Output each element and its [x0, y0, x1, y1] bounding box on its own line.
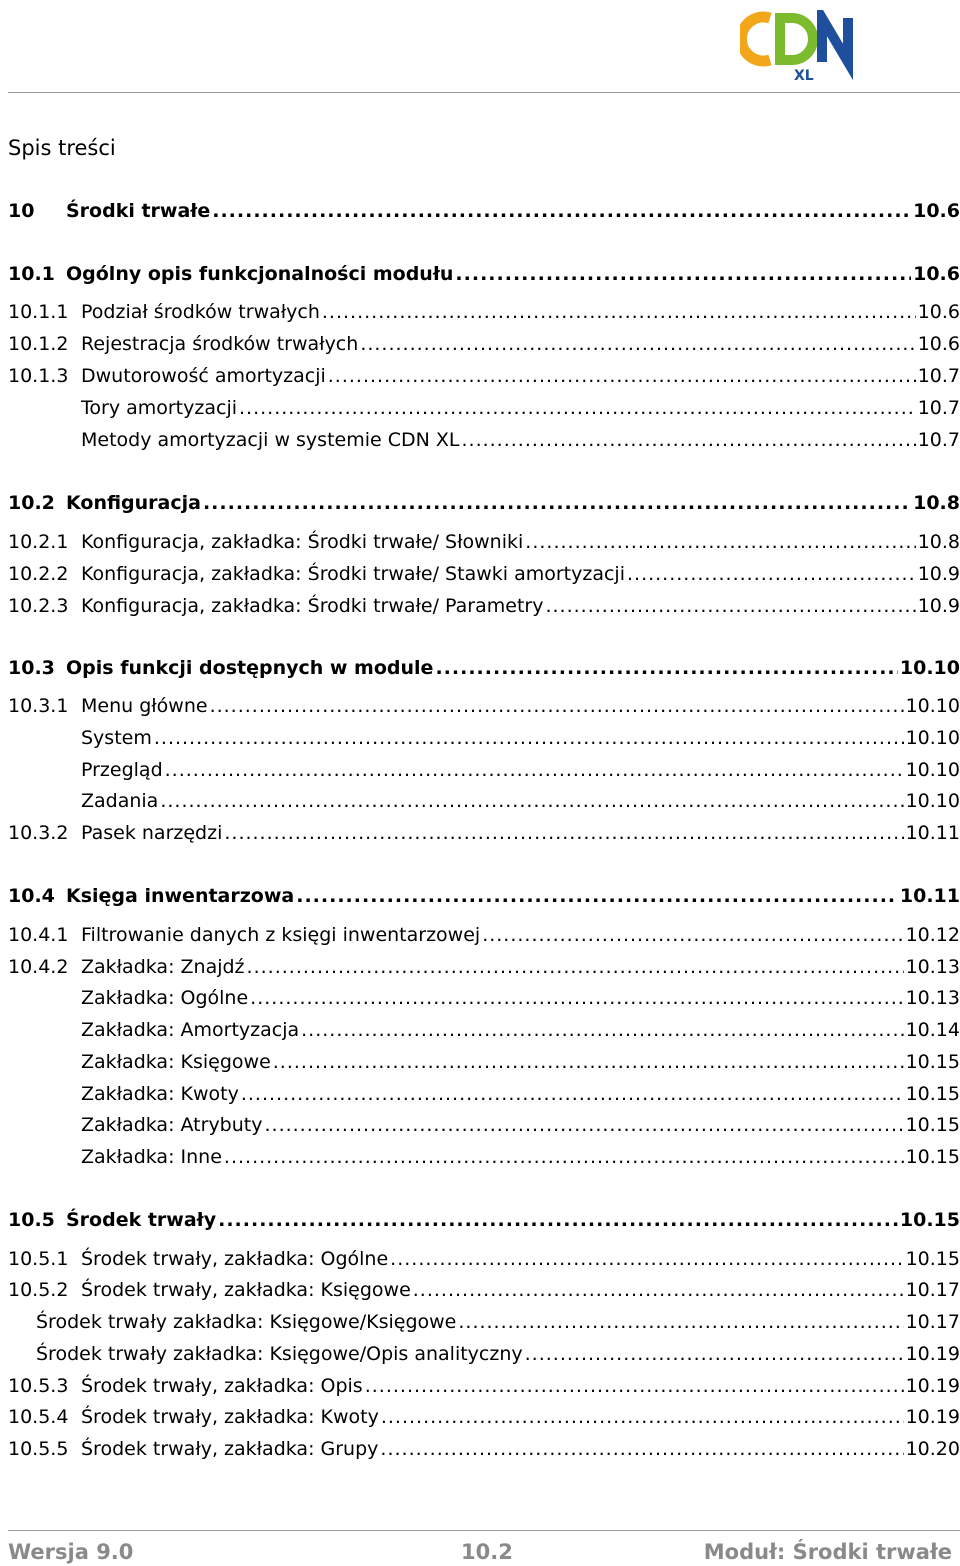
- toc-entry-number: 10: [8, 200, 35, 222]
- toc-entry-number: 10.1.1: [8, 301, 69, 323]
- toc-dot-leader: [273, 1047, 904, 1077]
- toc-dot-leader: [250, 983, 903, 1013]
- toc-entry-page: 10.6: [917, 333, 960, 355]
- toc-entry-label: Środek trwały, zakładka: Opis: [81, 1375, 363, 1397]
- toc-dot-leader: [322, 297, 916, 327]
- toc-entry-label: Zakładka: Kwoty: [81, 1083, 239, 1105]
- toc-entry-page: 10.10: [905, 759, 960, 781]
- toc-entry-number: 10.5: [8, 1209, 55, 1231]
- toc-entry-page: 10.12: [905, 924, 960, 946]
- toc-entry-label: Konfiguracja, zakładka: Środki trwałe/ Słowniki: [81, 531, 524, 553]
- toc-entry-label: Księga inwentarzowa: [66, 885, 295, 907]
- toc-entry-label: Środek trwały, zakładka: Grupy: [81, 1438, 379, 1460]
- toc-entry-label: Zakładka: Ogólne: [81, 987, 249, 1009]
- toc-dot-leader: [212, 196, 911, 226]
- toc-entry[interactable]: [8, 425, 960, 455]
- toc-dot-leader: [360, 329, 915, 359]
- toc-entry[interactable]: [8, 1402, 960, 1432]
- toc-dot-leader: [210, 691, 904, 721]
- toc-entry-page: 10.19: [905, 1375, 960, 1397]
- cdn-xl-logo: [740, 10, 865, 82]
- toc-dot-leader: [328, 361, 916, 391]
- toc-entry-page: 10.10: [899, 657, 960, 679]
- toc-entry-number: 10.2.1: [8, 531, 69, 553]
- toc-entry-label: Środek trwały zakładka: Księgowe/Księgowe: [36, 1311, 457, 1333]
- toc-entry[interactable]: [8, 361, 960, 391]
- toc-dot-leader: [381, 1402, 904, 1432]
- toc-entry[interactable]: [8, 1244, 960, 1274]
- toc-entry-label: Metody amortyzacji w systemie CDN XL: [81, 429, 460, 451]
- toc-entry-page: 10.7: [917, 365, 960, 387]
- toc-entry-label: Podział środków trwałych: [81, 301, 320, 323]
- toc-entry-label: Środek trwały: [66, 1209, 217, 1231]
- toc-entry[interactable]: [8, 393, 960, 423]
- toc-dot-leader: [365, 1371, 904, 1401]
- toc-entry-number: 10.3: [8, 657, 55, 679]
- toc-entry-label: Konfiguracja, zakładka: Środki trwałe/ Stawki amortyzacji: [81, 563, 625, 585]
- toc-entry[interactable]: [8, 1371, 960, 1401]
- toc-entry-label: Środek trwały, zakładka: Ogólne: [81, 1248, 389, 1270]
- toc-dot-leader: [627, 559, 916, 589]
- toc-entry-page: 10.9: [917, 595, 960, 617]
- toc-entry-label: Konfiguracja, zakładka: Środki trwałe/ Parametry: [81, 595, 544, 617]
- toc-section-entry[interactable]: [8, 1205, 960, 1235]
- toc-section-entry[interactable]: [8, 881, 960, 911]
- toc-entry-label: Pasek narzędzi: [81, 822, 223, 844]
- toc-entry-number: 10.1: [8, 263, 55, 285]
- toc-entry[interactable]: [8, 559, 960, 589]
- toc-entry-page: 10.15: [899, 1209, 960, 1231]
- logo-n-shape: [822, 18, 848, 62]
- toc-entry[interactable]: [8, 818, 960, 848]
- toc-entry-number: 10.5.5: [8, 1438, 69, 1460]
- toc-entry-page: 10.19: [905, 1343, 960, 1365]
- toc-section-entry[interactable]: [8, 259, 960, 289]
- toc-entry-number: 10.4: [8, 885, 55, 907]
- toc-dot-leader: [224, 818, 903, 848]
- toc-entry-page: 10.14: [905, 1019, 960, 1041]
- footer-rule: [8, 1530, 960, 1531]
- toc-entry-label: Zakładka: Księgowe: [81, 1051, 271, 1073]
- toc-entry[interactable]: [8, 723, 960, 753]
- toc-entry-label: Opis funkcji dostępnych w module: [66, 657, 434, 679]
- toc-dot-leader: [241, 1079, 904, 1109]
- toc-entry[interactable]: [8, 1434, 960, 1464]
- toc-entry-page: 10.20: [905, 1438, 960, 1460]
- toc-dot-leader: [525, 1339, 904, 1369]
- toc-entry[interactable]: [8, 329, 960, 359]
- toc-entry-number: 10.2: [8, 492, 55, 514]
- toc-dot-leader: [461, 425, 915, 455]
- toc-entry-label: Środki trwałe: [66, 200, 211, 222]
- footer-module: Moduł: Środki trwałe: [703, 1540, 952, 1564]
- toc-entry-number: 10.5.2: [8, 1279, 69, 1301]
- toc-entry-page: 10.15: [905, 1051, 960, 1073]
- toc-dot-leader: [165, 755, 904, 785]
- toc-entry-label: Tory amortyzacji: [81, 397, 237, 419]
- toc-entry-page: 10.8: [917, 531, 960, 553]
- toc-dot-leader: [247, 952, 904, 982]
- toc-entry[interactable]: [8, 1339, 960, 1369]
- toc-entry-number: 10.5.4: [8, 1406, 69, 1428]
- toc-entry-page: 10.15: [905, 1114, 960, 1136]
- toc-entry-page: 10.11: [899, 885, 960, 907]
- toc-dot-leader: [390, 1244, 903, 1274]
- toc-entry-page: 10.6: [913, 263, 960, 285]
- toc-entry-page: 10.10: [905, 695, 960, 717]
- toc-dot-leader: [545, 591, 915, 621]
- toc-entry-page: 10.15: [905, 1248, 960, 1270]
- toc-dot-leader: [160, 786, 903, 816]
- toc-entry[interactable]: [8, 297, 960, 327]
- logo-sub-text: XL: [794, 68, 814, 82]
- toc-dot-leader: [218, 1205, 898, 1235]
- toc-entry-number: 10.3.1: [8, 695, 69, 717]
- toc-entry[interactable]: [8, 1047, 960, 1077]
- toc-entry-label: Zakładka: Znajdź: [81, 956, 245, 978]
- toc-dot-leader: [435, 653, 897, 683]
- toc-dot-leader: [296, 881, 898, 911]
- toc-entry-page: 10.7: [917, 429, 960, 451]
- toc-section-entry[interactable]: [8, 196, 960, 226]
- toc-entry-label: Zakładka: Amortyzacja: [81, 1019, 300, 1041]
- toc-dot-leader: [301, 1015, 903, 1045]
- toc-section-entry[interactable]: [8, 653, 960, 683]
- toc-entry-label: Konfiguracja: [66, 492, 201, 514]
- header-rule: [8, 92, 960, 93]
- toc-entry-page: 10.17: [905, 1311, 960, 1333]
- toc-dot-leader: [525, 527, 915, 557]
- toc-dot-leader: [380, 1434, 903, 1464]
- toc-entry-page: 10.8: [913, 492, 960, 514]
- toc-entry-label: Zakładka: Atrybuty: [81, 1114, 263, 1136]
- toc-entry-label: Środek trwały, zakładka: Kwoty: [81, 1406, 379, 1428]
- toc-entry-label: Zakładka: Inne: [81, 1146, 222, 1168]
- toc-dot-leader: [203, 488, 911, 518]
- toc-entry-page: 10.13: [905, 987, 960, 1009]
- toc-entry-label: Środek trwały, zakładka: Księgowe: [81, 1279, 411, 1301]
- toc-entry-label: Dwutorowość amortyzacji: [81, 365, 326, 387]
- toc-entry[interactable]: [8, 1110, 960, 1140]
- toc-entry-page: 10.15: [905, 1146, 960, 1168]
- toc-entry[interactable]: [8, 1275, 960, 1305]
- toc-entry-label: Ogólny opis funkcjonalności modułu: [66, 263, 454, 285]
- toc-entry-label: Menu główne: [81, 695, 208, 717]
- toc-entry[interactable]: [8, 1015, 960, 1045]
- toc-entry[interactable]: [8, 920, 960, 950]
- toc-entry-page: 10.19: [905, 1406, 960, 1428]
- toc-entry-number: 10.5.3: [8, 1375, 69, 1397]
- toc-entry-label: Przegląd: [81, 759, 163, 781]
- toc-dot-leader: [224, 1142, 904, 1172]
- toc-entry[interactable]: [8, 1307, 960, 1337]
- toc-entry-number: 10.1.3: [8, 365, 69, 387]
- toc-entry-number: 10.4.1: [8, 924, 69, 946]
- toc-entry-page: 10.11: [905, 822, 960, 844]
- toc-entry[interactable]: [8, 1079, 960, 1109]
- toc-entry[interactable]: [8, 1142, 960, 1172]
- toc-entry[interactable]: [8, 952, 960, 982]
- toc-dot-leader: [413, 1275, 904, 1305]
- logo-c-shape: [741, 17, 770, 61]
- toc-dot-leader: [482, 920, 903, 950]
- toc-entry-number: 10.2.3: [8, 595, 69, 617]
- toc-entry-page: 10.15: [905, 1083, 960, 1105]
- toc-entry-number: 10.2.2: [8, 563, 69, 585]
- toc-entry[interactable]: [8, 983, 960, 1013]
- toc-entry-number: 10.3.2: [8, 822, 69, 844]
- toc-entry-number: 10.5.1: [8, 1248, 69, 1270]
- toc-entry[interactable]: [8, 691, 960, 721]
- toc-dot-leader: [455, 259, 911, 289]
- toc-title: Spis treści: [8, 136, 116, 160]
- footer-version: Wersja 9.0: [8, 1540, 134, 1564]
- toc-entry-label: Filtrowanie danych z księgi inwentarzowej: [81, 924, 481, 946]
- toc-dot-leader: [154, 723, 904, 753]
- toc-entry-number: 10.4.2: [8, 956, 69, 978]
- toc-entry-label: Zadania: [81, 790, 159, 812]
- toc-dot-leader: [239, 393, 916, 423]
- toc-entry-page: 10.10: [905, 727, 960, 749]
- footer-page-number: 10.2: [461, 1540, 513, 1564]
- toc-entry[interactable]: [8, 527, 960, 557]
- toc-entry-label: Środek trwały zakładka: Księgowe/Opis analityczny: [36, 1343, 523, 1365]
- toc-entry-page: 10.6: [913, 200, 960, 222]
- toc-entry-page: 10.13: [905, 956, 960, 978]
- toc-entry-label: Rejestracja środków trwałych: [81, 333, 359, 355]
- toc-entry[interactable]: [8, 591, 960, 621]
- toc-entry[interactable]: [8, 786, 960, 816]
- toc-entry[interactable]: [8, 755, 960, 785]
- toc-entry-page: 10.6: [917, 301, 960, 323]
- toc-dot-leader: [458, 1307, 903, 1337]
- toc-dot-leader: [264, 1110, 903, 1140]
- toc-entry-page: 10.17: [905, 1279, 960, 1301]
- toc-section-entry[interactable]: [8, 488, 960, 518]
- toc-entry-page: 10.10: [905, 790, 960, 812]
- logo-d-shape: [780, 18, 813, 60]
- toc-entry-number: 10.1.2: [8, 333, 69, 355]
- toc-entry-page: 10.9: [917, 563, 960, 585]
- toc-entry-label: System: [81, 727, 152, 749]
- toc-entry-page: 10.7: [917, 397, 960, 419]
